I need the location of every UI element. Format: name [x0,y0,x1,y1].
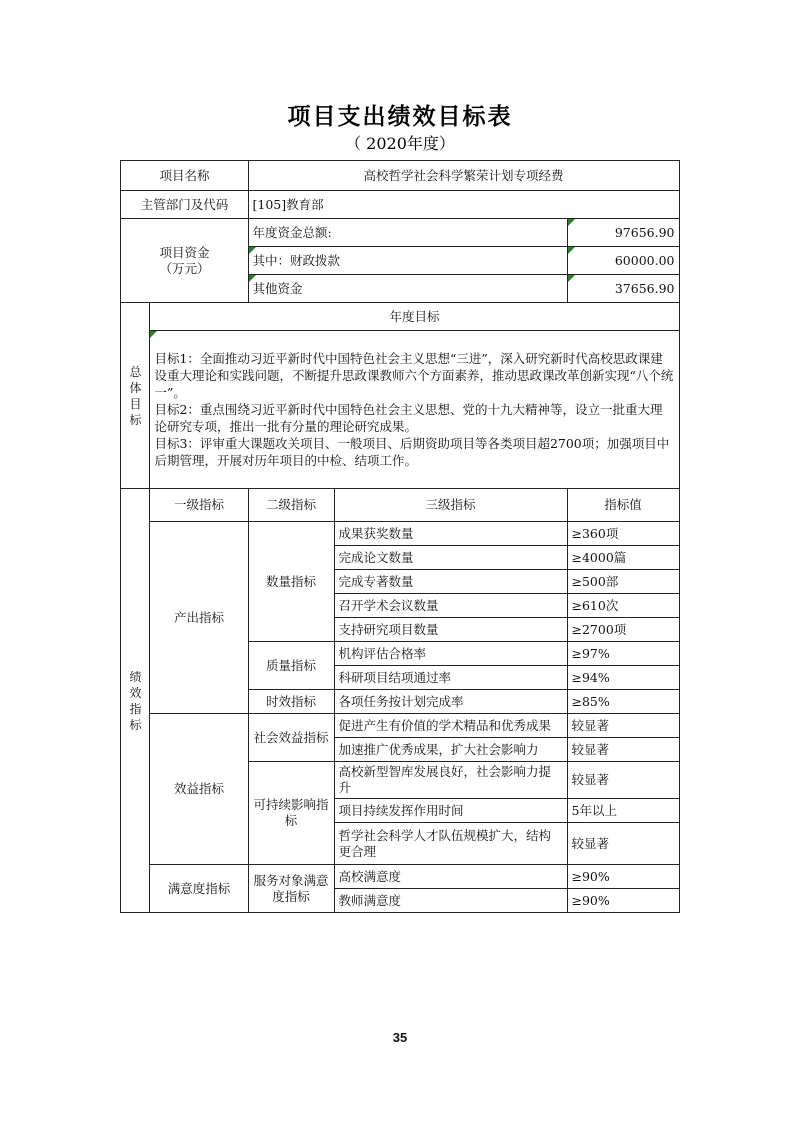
value-cell: ≥610次 [567,594,679,618]
funds-other-value: 37656.90 [567,275,679,303]
annual-goal-header: 年度目标 [150,303,679,331]
l2-cell-quantity: 数量指标 [248,522,334,642]
col-header-l3: 三级指标 [334,489,567,522]
indicators-side-label: 绩效指标 [121,489,150,913]
goal-3: 目标3：评审重大课题攻关项目、一般项目、后期资助项目等各类项目超2700项；加强项目中后期管理，开展对历年项目的中检、结项工作。 [154,436,670,468]
project-name-label: 项目名称 [121,161,248,191]
l3-cell: 科研项目结项通过率 [334,666,567,690]
l2-cell-service-satisfaction: 服务对象满意度指标 [248,865,334,913]
excel-corner-marker-icon [568,247,575,254]
value-cell: 较显著 [567,738,679,762]
l2-cell-social-benefit: 社会效益指标 [248,714,334,762]
excel-corner-marker-icon [249,275,256,282]
funds-fiscal-value: 60000.00 [567,247,679,275]
indicator-row [121,865,679,889]
funds-label: 项目资金 （万元） [121,219,248,303]
page-number: 35 [392,1030,408,1045]
indicator-header-row [121,489,679,522]
col-header-l2: 二级指标 [248,489,334,522]
l3-cell: 完成专著数量 [334,570,567,594]
l3-cell: 促进产生有价值的学术精品和优秀成果 [334,714,567,738]
l3-cell: 加速推广优秀成果，扩大社会影响力 [334,738,567,762]
l2-cell-sustainability: 可持续影响指标 [248,762,334,865]
l2-cell-timeliness: 时效指标 [248,690,334,714]
l3-cell: 成果获奖数量 [334,522,567,546]
value-cell: 较显著 [567,714,679,738]
department-row [121,191,679,219]
page-title: 项目支出绩效目标表 [287,103,513,129]
l3-cell: 高校新型智库发展良好，社会影响力提升 [334,762,567,799]
value-cell: ≥97% [567,642,679,666]
col-header-l1: 一级指标 [150,489,248,522]
excel-corner-marker-icon [568,275,575,282]
col-header-value: 指标值 [567,489,679,522]
value-cell: ≥90% [567,889,679,913]
excel-corner-marker-icon [150,331,157,338]
value-cell: ≥85% [567,690,679,714]
l3-cell: 完成论文数量 [334,546,567,570]
department-value: [105]教育部 [248,191,679,219]
annual-goal-header-row [121,303,679,331]
department-label: 主管部门及代码 [121,191,248,219]
l1-cell-satisfaction: 满意度指标 [150,865,248,913]
l3-cell: 高校满意度 [334,865,567,889]
l3-cell: 支持研究项目数量 [334,618,567,642]
l1-cell-output: 产出指标 [150,522,248,714]
value-cell: ≥94% [567,666,679,690]
funds-other-label: 其他资金 [248,275,567,303]
l3-cell: 哲学社会科学人才队伍规模扩大，结构更合理 [334,823,567,865]
funds-fiscal-label: 其中：财政拨款 [248,247,567,275]
l2-cell-quality: 质量指标 [248,642,334,690]
funds-total-value: 97656.90 [567,219,679,247]
value-cell: ≥4000篇 [567,546,679,570]
value-cell: 较显著 [567,823,679,865]
excel-corner-marker-icon [249,247,256,254]
l3-cell: 机构评估合格率 [334,642,567,666]
performance-target-table [120,160,679,913]
overall-goal-side-label: 总体目标 [121,303,150,489]
value-cell: ≥360项 [567,522,679,546]
value-cell: 较显著 [567,762,679,799]
l1-cell-benefit: 效益指标 [150,714,248,865]
annual-goal-text-row [121,331,679,489]
value-cell: ≥500部 [567,570,679,594]
goal-2: 目标2：重点围绕习近平新时代中国特色社会主义思想、党的十九大精神等，设立一批重大理论研究专项，推出一批有分量的理论研究成果。 [154,402,663,434]
indicator-row [121,714,679,738]
indicator-row [121,522,679,546]
l3-cell: 教师满意度 [334,889,567,913]
goal-1: 目标1：全面推动习近平新时代中国特色社会主义思想“三进”，深入研究新时代高校思政课建设重大理论和实践问题，不断提升思政课教师六个方面素养，推动思政课改革创新实现“八个统一”。 [154,351,674,400]
value-cell: ≥2700项 [567,618,679,642]
excel-corner-marker-icon [568,219,575,226]
project-name-row [121,161,679,191]
l3-cell: 召开学术会议数量 [334,594,567,618]
page-subtitle: （ 2020年度） [345,134,455,153]
l3-cell: 各项任务按计划完成率 [334,690,567,714]
project-name-value: 高校哲学社会科学繁荣计划专项经费 [248,161,679,191]
l3-cell: 项目持续发挥作用时间 [334,799,567,823]
funds-total-label: 年度资金总额: [248,219,567,247]
funds-row-total [121,219,679,247]
annual-goal-text [150,331,679,489]
value-cell: 5年以上 [567,799,679,823]
value-cell: ≥90% [567,865,679,889]
